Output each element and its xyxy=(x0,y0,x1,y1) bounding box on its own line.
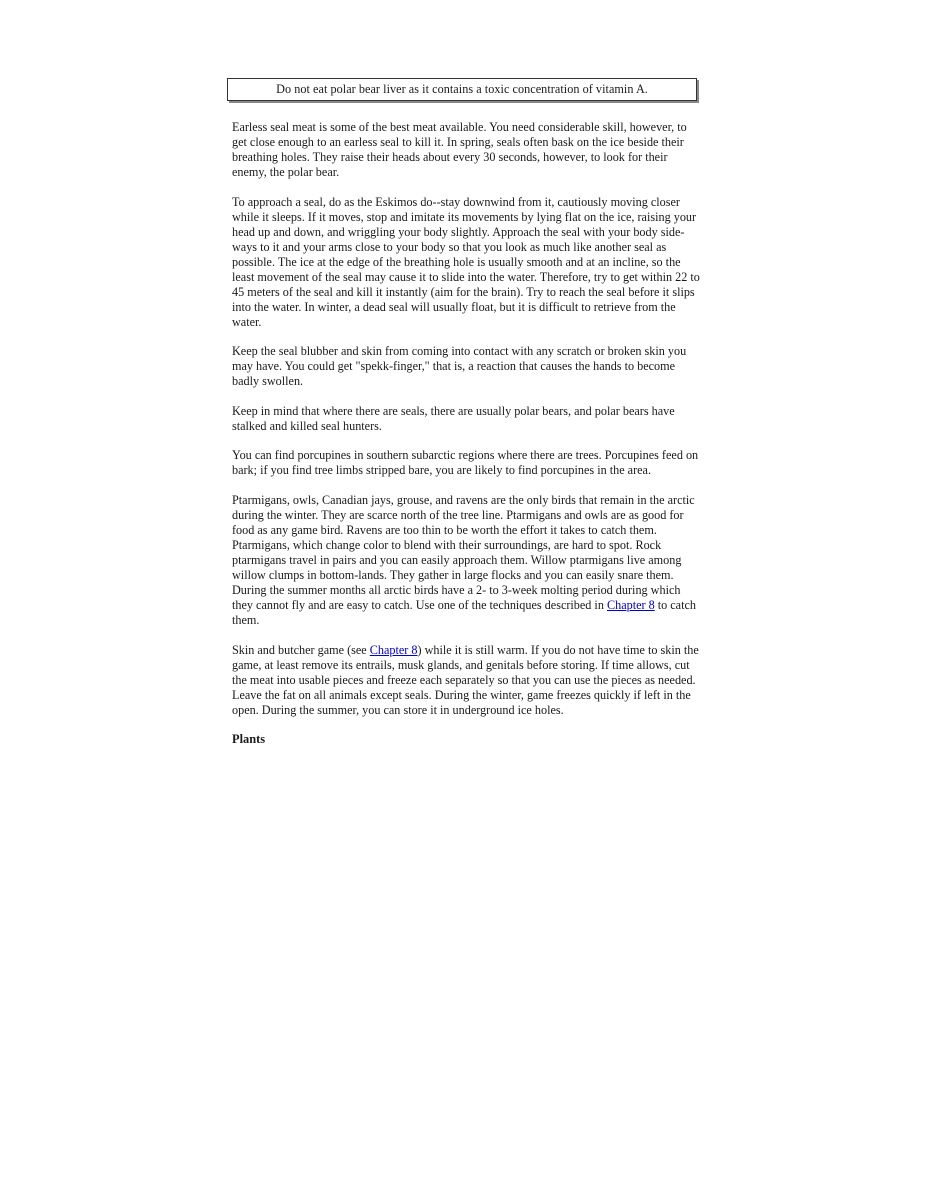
paragraph-birds-text-end: to catch them. xyxy=(232,597,696,627)
paragraph-birds xyxy=(232,493,702,628)
paragraph-butcher-text-end: ) while it is still warm. If you do not have time to skin the game, at least remove its entrails, musk glands, and genitals before storing. If time allows, cut the meat into usable pieces and freeze each separately so that you can use the pieces as needed. Leave the fat on all animals except seals. During the winter, game freezes quickly if left in the open. During the summer, you can store it in underground ice holes. xyxy=(232,642,699,717)
warning-box xyxy=(227,78,697,101)
paragraph-porcupines: You can find porcupines in southern subarctic regions where there are trees. Porcupines feed on bark; if you find tree limbs stripped bare, you are likely to find porcupines in the area. xyxy=(232,448,699,478)
document-body xyxy=(232,120,702,747)
chapter-8-link[interactable]: Chapter 8 xyxy=(606,597,655,612)
paragraph-seal-blubber: Keep the seal blubber and skin from coming into contact with any scratch or broken skin you may have. You could get "spekk-finger," that is, a reaction that causes the hands to become badly swollen. xyxy=(232,344,687,389)
paragraph-approach-seal: To approach a seal, do as the Eskimos do--stay downwind from it, cautiously moving closer while it sleeps. If it moves, stop and imitate its movements by lying flat on the ice, raising your head up and down, and wriggling your body slightly. Approach the seal with your body side-ways to it and your arms close to your body so that you look as much like another seal as possible. The ice at the edge of the breathing hole is usually smooth and at an incline, so the least movement of the seal may cause it to slide into the water. Therefore, try to get within 22 to 45 meters of the seal and kill it instantly (aim for the brain). Try to reach the seal before it slips into the water. In winter, a dead seal will usually float, but it is difficult to retrieve from the water. xyxy=(232,194,700,329)
paragraph-birds-text: Ptarmigans, owls, Canadian jays, grouse, and ravens are the only birds that remain in the arctic during the winter. They are scarce north of the tree line. Ptarmigans and owls are as good for food as any game bird. Ravens are too thin to be worth the effort it takes to catch them. Ptarmigans, which change color to blend with their surroundings, are hard to spot. Rock ptarmigans travel in pairs and you can easily approach them. Willow ptarmigans live among willow clumps in bottom-lands. They gather in large flocks and you can easily snare them. During the summer months all arctic birds have a 2- to 3-week molting period during which they cannot fly and are easy to catch. Use one of the techniques described in xyxy=(232,492,695,612)
chapter-8-link[interactable]: Chapter 8 xyxy=(369,642,418,657)
paragraph-butcher-game xyxy=(232,643,702,718)
heading-plants: Plants xyxy=(232,732,266,747)
paragraph-polar-bears: Keep in mind that where there are seals, there are usually polar bears, and polar bears have stalked and killed seal hunters. xyxy=(232,403,675,433)
paragraph-butcher-text: Skin and butcher game (see xyxy=(232,642,370,657)
warning-text: Do not eat polar bear liver as it contains a toxic concentration of vitamin A. xyxy=(276,82,648,96)
paragraph-earless-seal: Earless seal meat is some of the best meat available. You need considerable skill, however, to get close enough to an earless seal to kill it. In spring, seals often bask on the ice beside their breathing holes. They raise their heads about every 30 seconds, however, to look for their enemy, the polar bear. xyxy=(232,120,687,179)
